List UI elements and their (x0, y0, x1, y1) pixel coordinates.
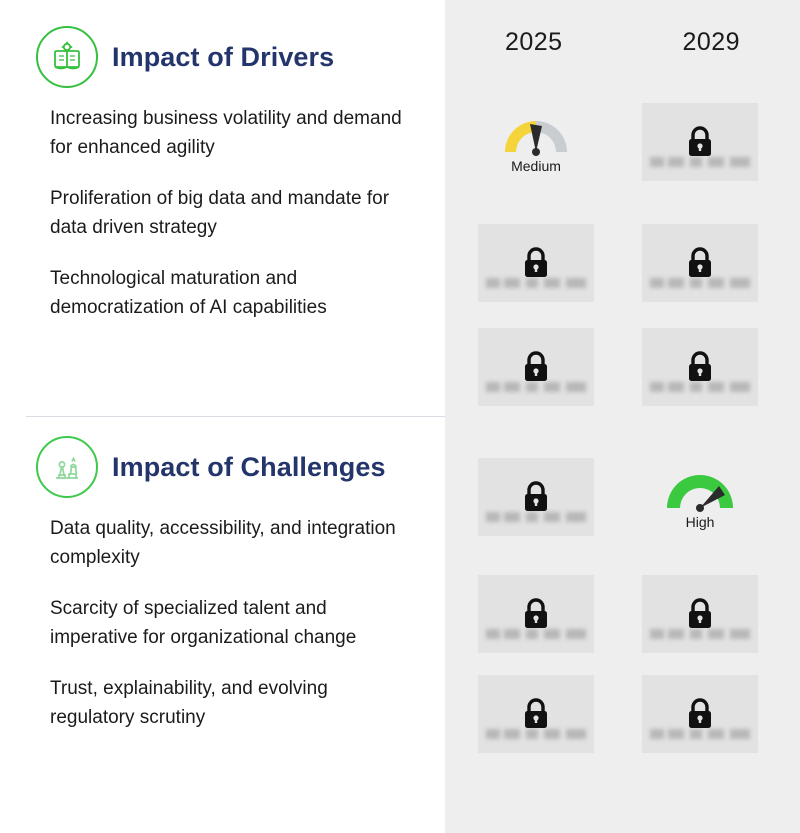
section-drivers (0, 26, 445, 344)
locked-tile[interactable] (478, 575, 594, 653)
list-item: Data quality, accessibility, and integration complexity (50, 518, 396, 568)
lock-icon (684, 595, 716, 633)
rating-cell-challenges-1-2029 (642, 575, 758, 653)
bullet-list-drivers (0, 104, 445, 322)
lock-icon (684, 123, 716, 161)
column-header-2025: 2025 (504, 28, 563, 56)
section-title-drivers: Impact of Drivers (112, 41, 335, 72)
locked-tile[interactable] (478, 328, 594, 406)
lock-icon (520, 695, 552, 733)
list-item: Increasing business volatility and demand for enhanced agility (50, 108, 402, 158)
rating-cell-drivers-2-2029 (642, 328, 758, 406)
section-divider (26, 416, 445, 417)
rating-cell-challenges-0-2029 (642, 458, 758, 536)
gauge-medium (497, 110, 575, 174)
locked-tile[interactable] (642, 328, 758, 406)
bullet-list-challenges (0, 514, 445, 732)
locked-tile[interactable] (642, 224, 758, 302)
locked-tile[interactable] (642, 675, 758, 753)
section-header-challenges (0, 436, 445, 498)
rating-cell-drivers-1-2029 (642, 224, 758, 302)
list-item: Proliferation of big data and mandate for data driven strategy (50, 188, 390, 238)
gauge-level-label: High (685, 514, 715, 530)
lock-icon (520, 595, 552, 633)
rating-cell-drivers-2-2025 (478, 328, 594, 406)
column-header-2029: 2029 (682, 28, 741, 56)
section-title-challenges: Impact of Challenges (112, 451, 386, 482)
lock-icon (520, 244, 552, 282)
gauge-high (659, 464, 741, 530)
rating-cell-drivers-1-2025 (478, 224, 594, 302)
section-header-drivers (0, 26, 445, 88)
lock-icon (520, 478, 552, 516)
locked-tile[interactable] (642, 103, 758, 181)
rating-cell-drivers-0-2029 (642, 103, 758, 181)
locked-tile[interactable] (478, 458, 594, 536)
chess-strategy-icon (36, 436, 98, 498)
list-item: Trust, explainability, and evolving regulatory scrutiny (50, 678, 328, 728)
rating-cell-challenges-0-2025 (478, 458, 594, 536)
rating-cell-challenges-1-2025 (478, 575, 594, 653)
lock-icon (684, 244, 716, 282)
rating-cell-challenges-2-2025 (478, 675, 594, 753)
list-item: Technological maturation and democratization of AI capabilities (50, 268, 327, 318)
year-header-row (445, 28, 800, 57)
rating-cell-drivers-0-2025 (478, 103, 594, 181)
locked-tile[interactable] (478, 224, 594, 302)
list-item: Scarcity of specialized talent and imperative for organizational change (50, 598, 357, 648)
section-challenges (0, 436, 445, 754)
gauge-level-label: Medium (511, 158, 561, 174)
ratings-panel (445, 0, 800, 833)
lock-icon (684, 695, 716, 733)
book-gear-icon (36, 26, 98, 88)
lock-icon (520, 348, 552, 386)
rating-cell-challenges-2-2029 (642, 675, 758, 753)
locked-tile[interactable] (642, 575, 758, 653)
locked-tile[interactable] (478, 675, 594, 753)
lock-icon (684, 348, 716, 386)
